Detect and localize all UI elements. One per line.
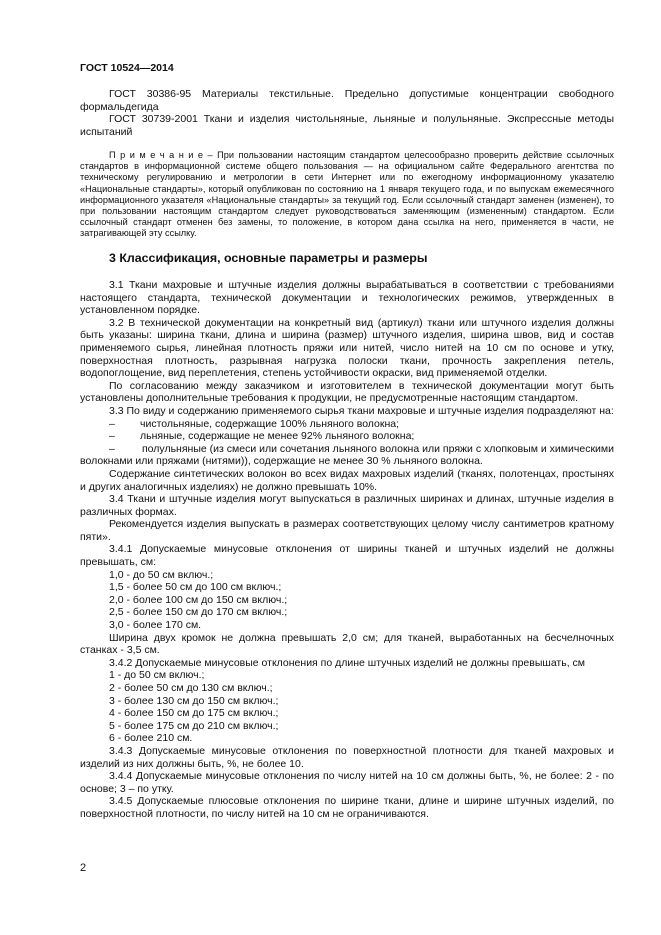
list-item: 2,0 - более 100 см до 150 см включ.; bbox=[109, 593, 288, 606]
length-tolerance-list bbox=[80, 669, 614, 745]
clause-edges: Ширина двух кромок не должна превышать 2,0 см; для тканей, выработанных на бесчелночных станках - 3,5 см. bbox=[80, 631, 614, 657]
clause-synthetic: Содержание синтетических волокон во всех видах махровых изделий (тканях, полотенцах, простынях и других аналогичных изделиях) не должно превышать 10%. bbox=[80, 467, 614, 493]
list-item: 6 - более 210 см. bbox=[109, 732, 193, 745]
clause-3-4: 3.4 Ткани и штучные изделия могут выпускаться в различных ширинах и длинах, штучные изделия в различных формах. bbox=[80, 493, 614, 518]
reference-item: ГОСТ 30386-95 Материалы текстильные. Предельно допустимые концентрации свободного формальдегида bbox=[80, 88, 614, 113]
list-item: – льняные, содержащие не менее 92% льняного волокна; bbox=[80, 430, 614, 443]
width-tolerance-list bbox=[80, 569, 614, 632]
list-item: 3 - более 130 см до 150 см включ.; bbox=[109, 694, 279, 707]
reference-item: ГОСТ 30739-2001 Ткани и изделия чистольняные, льняные и полульняные. Экспрессные методы испытаний bbox=[80, 113, 614, 138]
clause-3-2: 3.2 В технической документации на конкретный вид (артикул) ткани или штучного изделия должны быть указаны: ширина ткани, длина и ширина (размер) штучного изделия, ширина швов, вид и состав применяемого сырья, линейная плотность пряжи или нитей, число нитей на 10 см по основе и утку, поверхностная плотность, разрывная нагрузка полоски ткани, прочность закрепления петель, водопоглощение, вид переплетения, степень устойчивости окраски, вид применяемой отделки. bbox=[80, 316, 614, 380]
section-title: 3 Классификация, основные параметры и размеры bbox=[109, 251, 428, 265]
dash-marker: – bbox=[109, 442, 115, 455]
list-item: – чистольняные, содержащие 100% льняного волокна; bbox=[80, 418, 614, 431]
list-item: 3,0 - более 170 см. bbox=[109, 619, 202, 632]
list-item: 1,5 - более 50 см до 100 см включ.; bbox=[109, 581, 282, 594]
clause-3-4-3: 3.4.3 Допускаемые минусовые отклонения по поверхностной плотности для тканей махровых и изделий из них должны быть, %, не более 10. bbox=[80, 744, 614, 770]
document-header: ГОСТ 10524—2014 bbox=[80, 62, 174, 74]
dash-marker: – bbox=[109, 417, 115, 430]
list-item: 2,5 - более 150 см до 170 см включ.; bbox=[109, 606, 288, 619]
page-number: 2 bbox=[80, 862, 87, 874]
clause-recommendation: Рекомендуется изделия выпускать в размерах соответствующих целому числу сантиметров кратному пяти». bbox=[80, 518, 614, 543]
clause-3-4-2: 3.4.2 Допускаемые минусовые отклонения по длине штучных изделий не должны превышать, см bbox=[109, 656, 586, 669]
note-block bbox=[80, 150, 614, 240]
list-item: 5 - более 175 см до 210 см включ.; bbox=[109, 719, 279, 732]
list-item: 2 - более 50 см до 130 см включ.; bbox=[109, 682, 273, 694]
clause-agreement: По согласованию между заказчиком и изготовителем в технической документации могут быть установлены дополнительные требования к продукции, не предусмотренные настоящим стандартом. bbox=[80, 379, 614, 405]
clause-3-4-1: 3.4.1 Допускаемые минусовые отклонения от ширины тканей и штучных изделий не должны превышать, см: bbox=[80, 543, 614, 569]
section-title-block bbox=[80, 251, 614, 265]
normative-references bbox=[80, 88, 614, 138]
clause-3-4-4: 3.4.4 Допускаемые минусовые отклонения по числу нитей на 10 см должны быть, %, не более: 2 - по основе; 3 – по утку. bbox=[80, 770, 614, 795]
list-item: 1,0 - до 50 см включ.; bbox=[109, 568, 214, 581]
list-item: 4 - более 150 см до 175 см включ.; bbox=[109, 707, 279, 720]
section-body bbox=[80, 279, 614, 821]
clause-3-1: 3.1 Ткани махровые и штучные изделия должны вырабатываться в соответствии с требованиями настоящего стандарта, технической документации и технологических режимов, утвержденных в установленном порядке. bbox=[80, 279, 614, 317]
clause-3-3: 3.3 По виду и содержанию применяемого сырья ткани махровые и штучные изделия подразделяют на: bbox=[109, 404, 614, 417]
list-item: – полульняные (из смеси или сочетания льняного волокна или пряжи с хлопковым и химическими волокнами или пряжами (нитями)), содержащие не менее 30 % льняного волокна. bbox=[80, 442, 614, 468]
dash-marker: – bbox=[109, 430, 115, 443]
list-item: 1 - до 50 см включ.; bbox=[109, 669, 205, 682]
clause-3-4-5: 3.4.5 Допускаемые плюсовые отклонения по ширине ткани, длине и ширине штучных изделий, по поверхностной плотности, по числу нитей на 10 см не ограничиваются. bbox=[80, 795, 614, 820]
note-paragraph bbox=[80, 150, 614, 240]
note-label: П р и м е ч а н и е bbox=[109, 150, 204, 160]
note-text: – При пользовании настоящим стандартом целесообразно проверить действие ссылочных стандартов в информационной системе общего пользования — на официальном сайте Федерального агентства по техническому регулированию и метрологии в сети Интернет или по ежегодному информационному указателю «Национальные стандарты», который опубликован по состоянию на 1 января текущего года, и по выпускам ежемесячного информационного указателя «Национальные стандарты» за текущий год. Если ссылочный стандарт заменен (изменен), то при пользовании настоящим стандартом следует руководствоваться заменяющим (измененным) стандартом. Если ссылочный стандарт отменен без замены, то положение, в котором дана ссылка на него, применяется в части, не затрагивающей эту ссылку. bbox=[80, 150, 614, 239]
